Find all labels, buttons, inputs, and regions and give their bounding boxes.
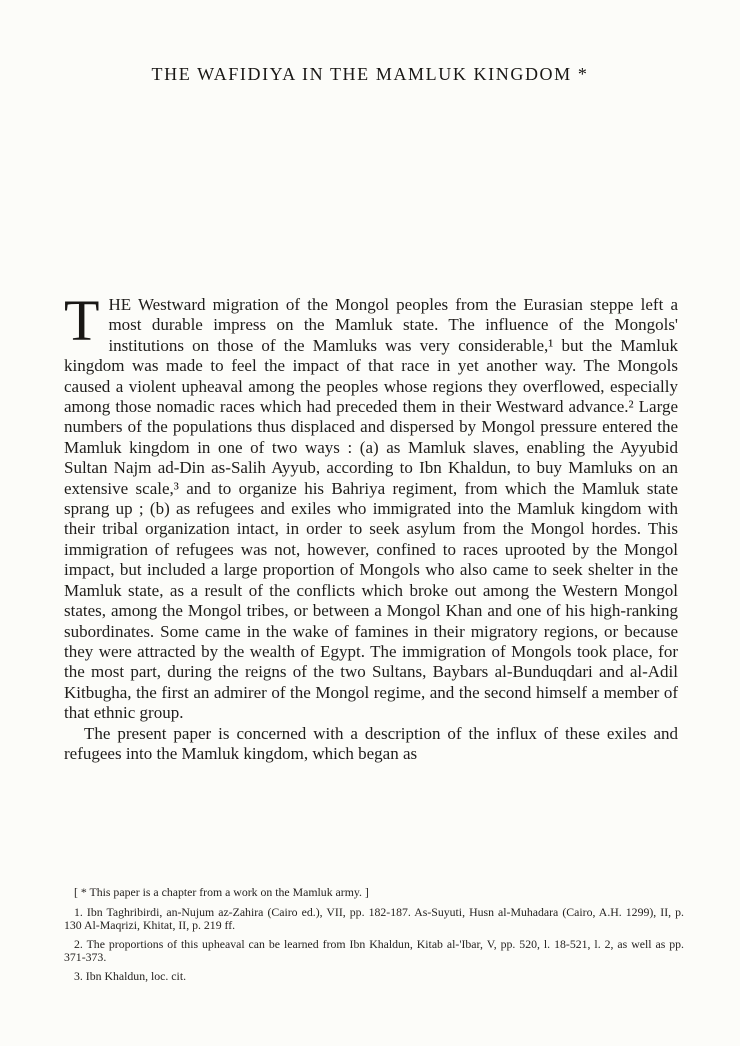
footnote-3: 3. Ibn Khaldun, loc. cit. [74, 968, 187, 983]
footnote-star: [ * This paper is a chapter from a work on the Mamluk army. ] [74, 885, 369, 899]
footnote-1: 1. Ibn Taghribirdi, an-Nujum az-Zahira (Cairo ed.), VII, pp. 182-187. As-Suyuti, Husn al-Muhadara (Cairo, A.H. 1299), II, p. 130 Al-Maqrizi, Khitat, II, p. 219 ff. [64, 904, 684, 933]
paragraph-text: The present paper is concerned with a description of the influx of these exiles and refugees into the Mamluk kingdom, which began as [64, 723, 678, 763]
page-title: THE WAFIDIYA IN THE MAMLUK KINGDOM * [151, 64, 589, 84]
footnotes-section [64, 886, 684, 989]
footnote-2: 2. The proportions of this upheaval can be learned from Ibn Khaldun, Kitab al-'Ibar, V, pp. 520, l. 18-521, l. 2, as well as pp. 371-373. [64, 936, 684, 965]
drop-cap: T [64, 288, 100, 353]
body-paragraph [64, 288, 678, 724]
paragraph-text: HE Westward migration of the Mongol peoples from the Eurasian steppe left a most durable impress on the Mamluk state. The influence of the Mongols' institutions on those of the Mamluks was very considerable,¹ but the Mamluk kingdom was made to feel the impact of that race in yet another way. The Mongols caused a violent upheaval among the peoples whose regions they overflowed, especially among those nomadic races which had preceded them in their Westward advance.² Large numbers of the populations thus displaced and dispersed by Mongol pressure entered the Mamluk kingdom in one of two ways : (a) as Mamluk slaves, enabling the Ayyubid Sultan Najm ad-Din as-Salih Ayyub, according to Ibn Khaldun, to buy Mamluks on an extensive scale,³ and to organize his Bahriya regiment, from which the Mamluk state sprang up ; (b) as refugees and exiles who immigrated into the Mamluk kingdom with their tribal organization intact, in order to seek asylum from the Mongol hordes. This immigration of refugees was not, however, confined to races uprooted by the Mongol impact, but included a large proportion of Mongols who also came to seek shelter in the Mamluk state, as a result of the conflicts which broke out among the Western Mongol states, among the Mongol tribes, or between a Mongol Khan and one of his high-ranking subordinates. Some came in the wake of famines in their migratory regions, or because they were attracted by the wealth of Egypt. The immigration of Mongols took place, for the most part, during the reigns of the two Sultans, Baybars al-Bunduqdari and al-Adil Kitbugha, the first an admirer of the Mongol regime, and the second himself a member of that ethnic group. [64, 295, 678, 723]
body-paragraph [64, 724, 678, 765]
article-body [64, 288, 678, 764]
